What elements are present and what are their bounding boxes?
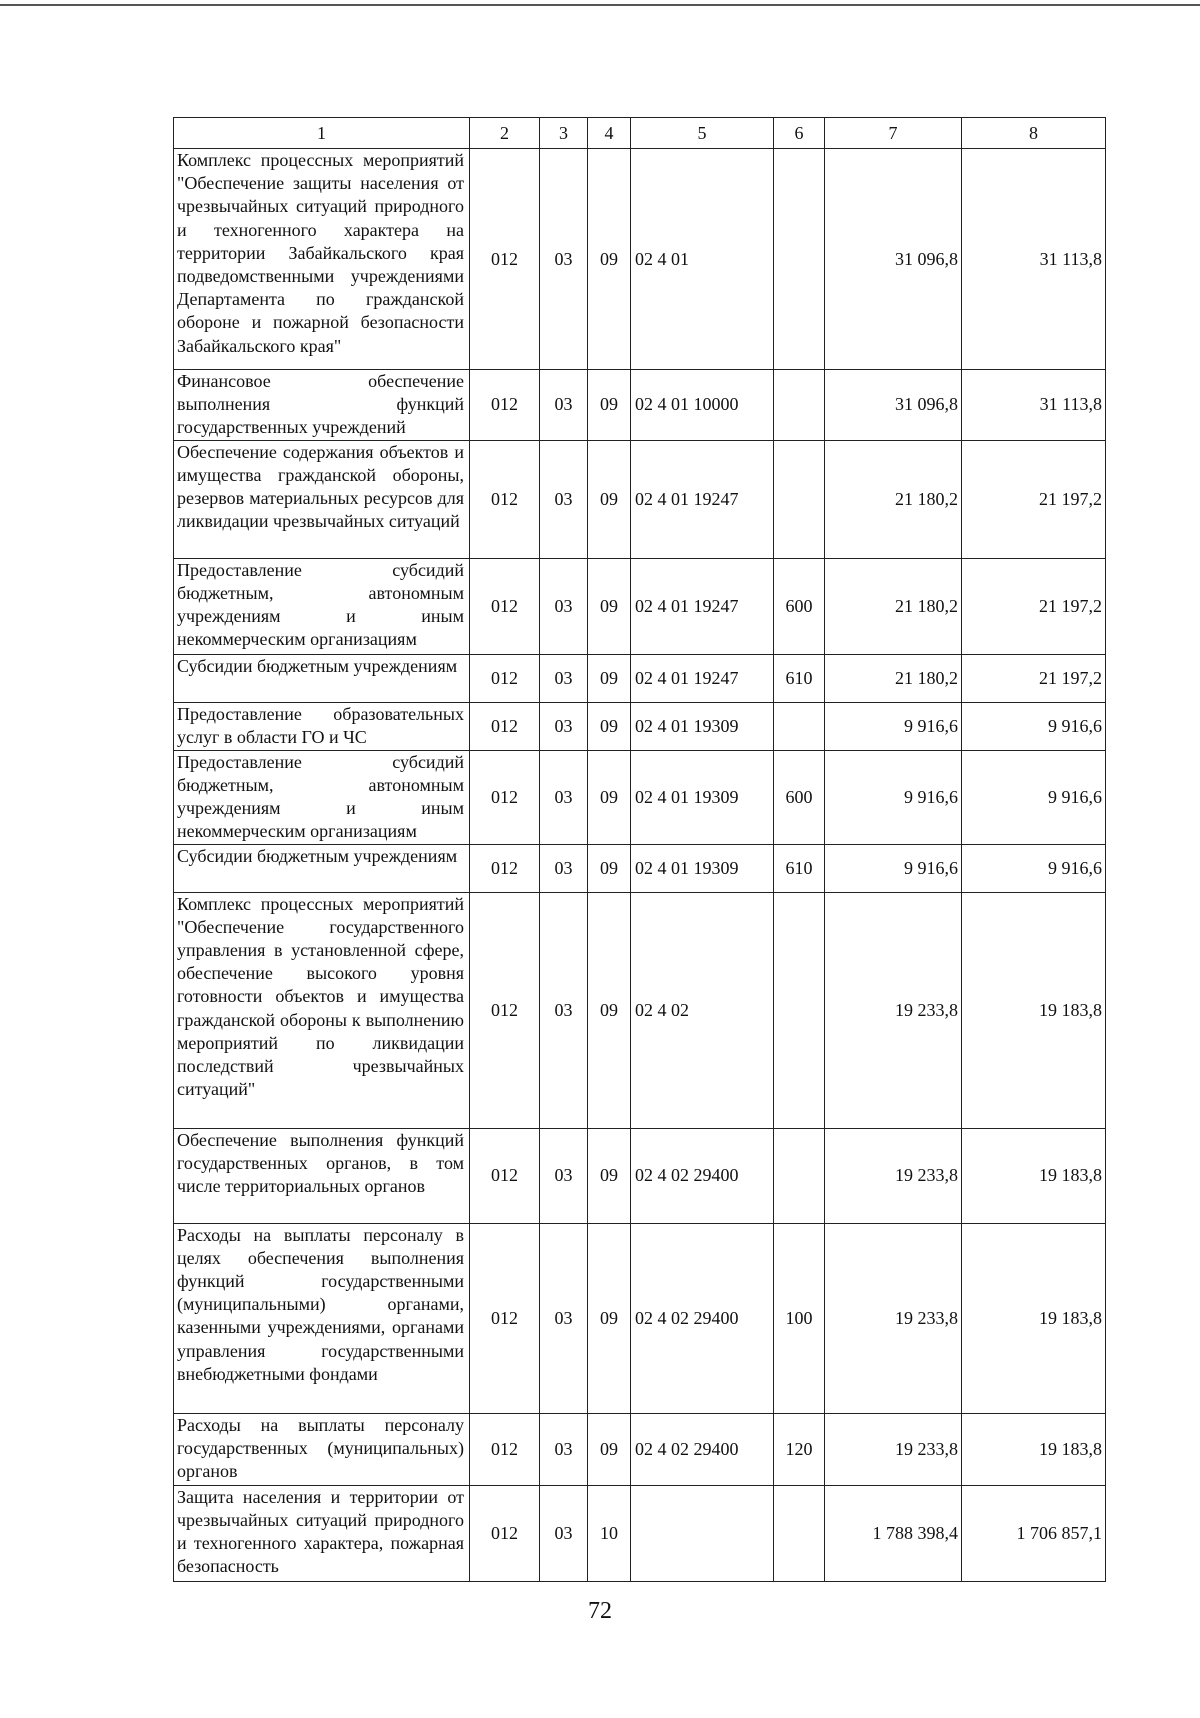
row-target-article: 02 4 01 19309 bbox=[631, 702, 774, 750]
row-section-code: 03 bbox=[540, 844, 588, 892]
row-section-code: 03 bbox=[540, 558, 588, 654]
row-target-article: 02 4 02 bbox=[631, 892, 774, 1128]
row-amount-col8: 19 183,8 bbox=[962, 892, 1106, 1128]
row-ministry-code: 012 bbox=[470, 844, 540, 892]
scan-edge-line bbox=[0, 4, 1200, 6]
row-amount-col7: 21 180,2 bbox=[825, 654, 962, 702]
row-subsection-code: 09 bbox=[588, 1413, 631, 1485]
row-expense-type bbox=[774, 1128, 825, 1223]
row-expense-type: 600 bbox=[774, 558, 825, 654]
column-number: 7 bbox=[825, 118, 962, 149]
row-target-article: 02 4 02 29400 bbox=[631, 1223, 774, 1413]
row-target-article bbox=[631, 1485, 774, 1581]
row-amount-col8: 21 197,2 bbox=[962, 440, 1106, 558]
row-subsection-code: 09 bbox=[588, 654, 631, 702]
row-expense-type bbox=[774, 440, 825, 558]
row-name: Финансовое обеспечение выполнения функций государственных учреждений bbox=[174, 370, 470, 441]
table-row bbox=[174, 844, 1106, 892]
table-row bbox=[174, 892, 1106, 1128]
row-expense-type: 610 bbox=[774, 844, 825, 892]
row-amount-col8: 19 183,8 bbox=[962, 1413, 1106, 1485]
row-amount-col8: 19 183,8 bbox=[962, 1128, 1106, 1223]
column-number: 2 bbox=[470, 118, 540, 149]
row-subsection-code: 09 bbox=[588, 1223, 631, 1413]
table-row bbox=[174, 1413, 1106, 1485]
row-ministry-code: 012 bbox=[470, 149, 540, 370]
row-section-code: 03 bbox=[540, 440, 588, 558]
row-target-article: 02 4 01 19247 bbox=[631, 440, 774, 558]
column-number: 5 bbox=[631, 118, 774, 149]
row-expense-type bbox=[774, 370, 825, 441]
table-row bbox=[174, 1128, 1106, 1223]
row-section-code: 03 bbox=[540, 1223, 588, 1413]
page-number: 72 bbox=[588, 1598, 612, 1624]
row-amount-col7: 19 233,8 bbox=[825, 1223, 962, 1413]
row-amount-col7: 19 233,8 bbox=[825, 1128, 962, 1223]
row-expense-type: 100 bbox=[774, 1223, 825, 1413]
row-name: Предоставление субсидий бюджетным, автономным учреждениям и иным некоммерческим организациям bbox=[174, 750, 470, 844]
column-number: 1 bbox=[174, 118, 470, 149]
row-subsection-code: 09 bbox=[588, 702, 631, 750]
row-amount-col7: 21 180,2 bbox=[825, 440, 962, 558]
row-subsection-code: 09 bbox=[588, 1128, 631, 1223]
row-amount-col7: 9 916,6 bbox=[825, 702, 962, 750]
row-amount-col7: 21 180,2 bbox=[825, 558, 962, 654]
row-amount-col8: 9 916,6 bbox=[962, 750, 1106, 844]
table-row bbox=[174, 370, 1106, 441]
table-row bbox=[174, 149, 1106, 370]
row-ministry-code: 012 bbox=[470, 1485, 540, 1581]
row-amount-col8: 21 197,2 bbox=[962, 558, 1106, 654]
row-section-code: 03 bbox=[540, 149, 588, 370]
row-section-code: 03 bbox=[540, 750, 588, 844]
row-ministry-code: 012 bbox=[470, 1128, 540, 1223]
row-amount-col7: 19 233,8 bbox=[825, 1413, 962, 1485]
row-subsection-code: 09 bbox=[588, 892, 631, 1128]
row-target-article: 02 4 01 19247 bbox=[631, 558, 774, 654]
row-target-article: 02 4 01 19309 bbox=[631, 750, 774, 844]
row-name: Защита населения и территории от чрезвычайных ситуаций природного и техногенного характера, пожарная безопасность bbox=[174, 1485, 470, 1581]
row-section-code: 03 bbox=[540, 1413, 588, 1485]
row-amount-col7: 1 788 398,4 bbox=[825, 1485, 962, 1581]
row-subsection-code: 09 bbox=[588, 750, 631, 844]
row-section-code: 03 bbox=[540, 1128, 588, 1223]
column-number: 8 bbox=[962, 118, 1106, 149]
row-amount-col8: 31 113,8 bbox=[962, 149, 1106, 370]
row-expense-type: 600 bbox=[774, 750, 825, 844]
row-ministry-code: 012 bbox=[470, 440, 540, 558]
row-amount-col7: 19 233,8 bbox=[825, 892, 962, 1128]
column-number: 6 bbox=[774, 118, 825, 149]
row-ministry-code: 012 bbox=[470, 1413, 540, 1485]
row-name: Обеспечение выполнения функций государственных органов, в том числе территориальных органов bbox=[174, 1128, 470, 1223]
budget-table bbox=[173, 117, 1106, 1582]
row-amount-col8: 21 197,2 bbox=[962, 654, 1106, 702]
row-target-article: 02 4 01 10000 bbox=[631, 370, 774, 441]
row-expense-type bbox=[774, 702, 825, 750]
row-amount-col8: 19 183,8 bbox=[962, 1223, 1106, 1413]
row-section-code: 03 bbox=[540, 702, 588, 750]
row-subsection-code: 09 bbox=[588, 558, 631, 654]
row-subsection-code: 09 bbox=[588, 149, 631, 370]
row-amount-col7: 9 916,6 bbox=[825, 750, 962, 844]
row-amount-col8: 1 706 857,1 bbox=[962, 1485, 1106, 1581]
row-name: Комплекс процессных мероприятий "Обеспечение защиты населения от чрезвычайных ситуаций природного и техногенного характера на территории Забайкальского края подведомственными учреждениями Департамента по гражданской обороне и пожарной безопасности Забайкальского края" bbox=[174, 149, 470, 370]
row-amount-col8: 9 916,6 bbox=[962, 844, 1106, 892]
row-subsection-code: 09 bbox=[588, 370, 631, 441]
row-amount-col8: 9 916,6 bbox=[962, 702, 1106, 750]
row-target-article: 02 4 02 29400 bbox=[631, 1413, 774, 1485]
row-ministry-code: 012 bbox=[470, 654, 540, 702]
row-section-code: 03 bbox=[540, 892, 588, 1128]
table-row bbox=[174, 1223, 1106, 1413]
row-name: Расходы на выплаты персоналу в целях обеспечения выполнения функций государственными (муниципальными) органами, казенными учреждениями, органами управления государственными внебюджетными фондами bbox=[174, 1223, 470, 1413]
row-name: Предоставление образовательных услуг в области ГО и ЧС bbox=[174, 702, 470, 750]
row-subsection-code: 09 bbox=[588, 844, 631, 892]
row-ministry-code: 012 bbox=[470, 702, 540, 750]
row-target-article: 02 4 01 19247 bbox=[631, 654, 774, 702]
row-amount-col7: 31 096,8 bbox=[825, 149, 962, 370]
row-name: Субсидии бюджетным учреждениям bbox=[174, 654, 470, 702]
row-amount-col8: 31 113,8 bbox=[962, 370, 1106, 441]
row-ministry-code: 012 bbox=[470, 558, 540, 654]
row-section-code: 03 bbox=[540, 370, 588, 441]
row-subsection-code: 10 bbox=[588, 1485, 631, 1581]
table-row bbox=[174, 702, 1106, 750]
row-subsection-code: 09 bbox=[588, 440, 631, 558]
table-row bbox=[174, 654, 1106, 702]
row-expense-type: 610 bbox=[774, 654, 825, 702]
row-section-code: 03 bbox=[540, 1485, 588, 1581]
row-name: Расходы на выплаты персоналу государственных (муниципальных) органов bbox=[174, 1413, 470, 1485]
table-row bbox=[174, 440, 1106, 558]
table-row bbox=[174, 750, 1106, 844]
row-target-article: 02 4 01 19309 bbox=[631, 844, 774, 892]
row-ministry-code: 012 bbox=[470, 892, 540, 1128]
row-ministry-code: 012 bbox=[470, 370, 540, 441]
column-number-row bbox=[174, 118, 1106, 149]
row-ministry-code: 012 bbox=[470, 1223, 540, 1413]
column-number: 3 bbox=[540, 118, 588, 149]
row-name: Комплекс процессных мероприятий "Обеспечение государственного управления в установленной сфере, обеспечение высокого уровня готовности объектов и имущества гражданской обороны к выполнению мероприятий по ликвидации последствий чрезвычайных ситуаций" bbox=[174, 892, 470, 1128]
row-ministry-code: 012 bbox=[470, 750, 540, 844]
row-amount-col7: 31 096,8 bbox=[825, 370, 962, 441]
row-name: Субсидии бюджетным учреждениям bbox=[174, 844, 470, 892]
row-target-article: 02 4 01 bbox=[631, 149, 774, 370]
row-expense-type bbox=[774, 1485, 825, 1581]
row-name: Предоставление субсидий бюджетным, автономным учреждениям и иным некоммерческим организациям bbox=[174, 558, 470, 654]
row-expense-type: 120 bbox=[774, 1413, 825, 1485]
row-expense-type bbox=[774, 149, 825, 370]
row-section-code: 03 bbox=[540, 654, 588, 702]
table-row bbox=[174, 1485, 1106, 1581]
row-amount-col7: 9 916,6 bbox=[825, 844, 962, 892]
row-target-article: 02 4 02 29400 bbox=[631, 1128, 774, 1223]
row-expense-type bbox=[774, 892, 825, 1128]
row-name: Обеспечение содержания объектов и имущества гражданской обороны, резервов материальных ресурсов для ликвидации чрезвычайных ситуаций bbox=[174, 440, 470, 558]
table-row bbox=[174, 558, 1106, 654]
column-number: 4 bbox=[588, 118, 631, 149]
